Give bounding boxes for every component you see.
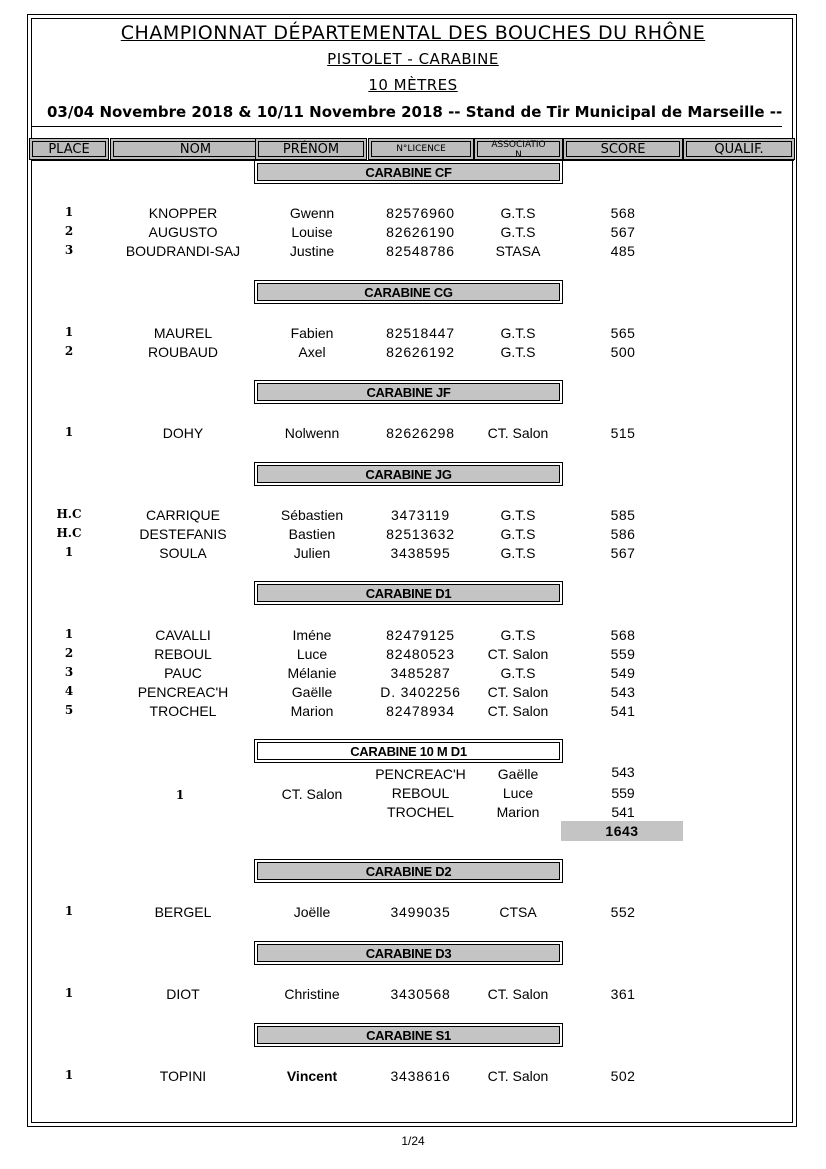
team-total-score: 1643 (561, 821, 683, 841)
table-row: 2 AUGUSTO Louise 82626190 G.T.S 567 (64, 224, 636, 240)
col-licence: N°LICENCE (368, 138, 474, 160)
table-row: 3 PAUC Mélanie 3485287 G.T.S 549 (64, 665, 636, 681)
table-row: 1 TOPINI Vincent 3438616 CT. Salon 502 (64, 1068, 636, 1084)
table-row: 3 BOUDRANDI-SAJ Justine 82548786 STASA 485 (64, 243, 636, 259)
section-carabine-s1: CARABINE S1 (254, 1023, 563, 1047)
team-member-nom: TROCHEL (387, 804, 454, 820)
table-row: 1 BERGEL Joëlle 3499035 CTSA 552 (64, 904, 636, 920)
team-member-prenom: Gaëlle (497, 766, 539, 782)
col-nom: NOM (110, 138, 281, 160)
table-row: 1 SOULA Julien 3438595 G.T.S 567 (64, 545, 636, 561)
discipline-subtitle: PISTOLET - CARABINE (327, 50, 499, 68)
team-member-prenom: Luce (502, 785, 534, 801)
page-number: 1/24 (401, 1134, 425, 1148)
table-row: 2 REBOUL Luce 82480523 CT. Salon 559 (64, 646, 636, 662)
section-team-carabine-10m-d1: CARABINE 10 M D1 (254, 739, 563, 763)
team-member-nom: REBOUL (391, 785, 450, 801)
table-row: 1 CAVALLI Iméne 82479125 G.T.S 568 (64, 627, 636, 643)
column-header-bar (29, 138, 795, 162)
col-place: PLACE (29, 138, 109, 160)
table-row: 4 PENCREAC'H Gaëlle D. 3402256 CT. Salon 543 (64, 684, 636, 700)
section-carabine-jg: CARABINE JG (254, 462, 563, 486)
event-dates: 03/04 Novembre 2018 & 10/11 Novembre 2018 -- Stand de Tir Municipal de Marseille -- (47, 103, 783, 121)
table-row: 5 TROCHEL Marion 82478934 CT. Salon 541 (64, 703, 636, 719)
col-prenom: PRÉNOM (255, 138, 367, 160)
team-member-score: 541 (611, 804, 635, 820)
col-association: ASSOCIATION (474, 138, 563, 160)
team-place: 1 (175, 788, 185, 802)
section-carabine-d2: CARABINE D2 (254, 859, 563, 883)
table-row: 1 DIOT Christine 3430568 CT. Salon 361 (64, 986, 636, 1002)
section-carabine-cg: CARABINE CG (254, 280, 563, 304)
table-row: 1 MAUREL Fabien 82518447 G.T.S 565 (64, 325, 636, 341)
section-carabine-d3: CARABINE D3 (254, 941, 563, 965)
team-member-nom: PENCREAC'H (375, 766, 466, 782)
dates-underline (32, 126, 782, 127)
table-row: H.C DESTEFANIS Bastien 82513632 G.T.S 586 (56, 526, 636, 542)
section-carabine-cf: CARABINE CF (254, 160, 563, 184)
section-carabine-jf: CARABINE JF (254, 380, 563, 404)
col-score: SCORE (563, 138, 683, 160)
table-row: 2 ROUBAUD Axel 82626192 G.T.S 500 (64, 344, 636, 360)
page-title: CHAMPIONNAT DÉPARTEMENTAL DES BOUCHES DU RHÔNE (120, 22, 706, 44)
team-member-score: 543 (611, 764, 635, 780)
table-row: 1 KNOPPER Gwenn 82576960 G.T.S 568 (64, 205, 636, 221)
section-carabine-d1: CARABINE D1 (254, 581, 563, 605)
table-row: 1 DOHY Nolwenn 82626298 CT. Salon 515 (64, 425, 636, 441)
team-member-score: 559 (611, 785, 635, 801)
team-member-prenom: Marion (496, 804, 540, 820)
distance-subtitle: 10 MÈTRES (368, 76, 458, 94)
table-row: H.C CARRIQUE Sébastien 3473119 G.T.S 585 (56, 507, 636, 523)
col-qualif: QUALIF. (683, 138, 795, 160)
team-club: CT. Salon (281, 786, 343, 802)
